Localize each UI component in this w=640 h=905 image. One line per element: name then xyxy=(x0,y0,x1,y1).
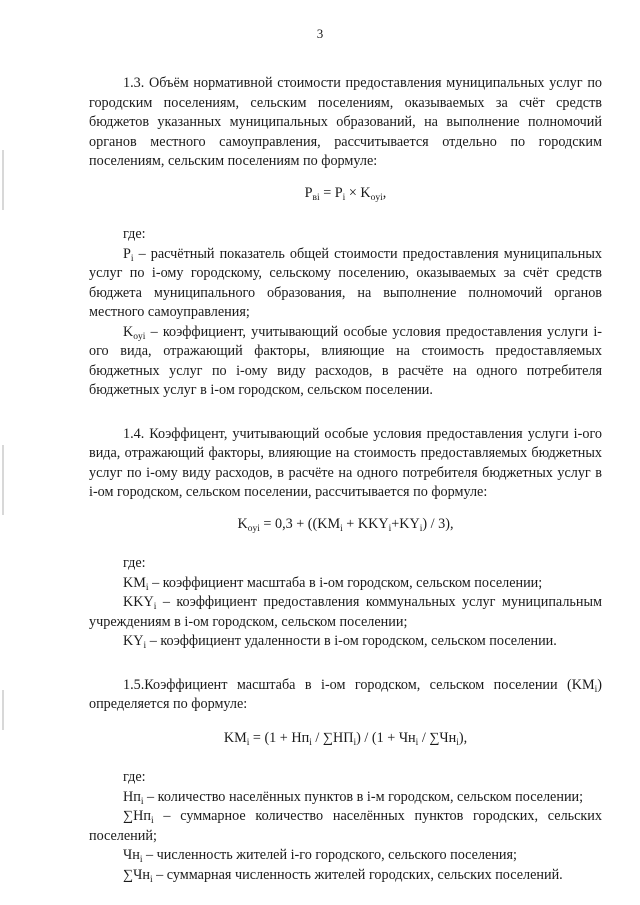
section-1-4-paragraph: 1.4. Коэффицент, учитывающий особые условия предоставления услуги i-ого вида, отражающий факторы, влияющие на стоимость предоставляемых бюджетных услуг по i-ому виду расходов, в расчёте на одного потребителя бюджетных услуг в i-ом городском, сельском поселении, рассчитывается по формуле: xyxy=(89,425,602,500)
definition-p-i: $P_i$ – расчётный показатель общей стоимости предоставления муниципальных услуг по i-ому городскому, сельскому поселению, оказываемых за счёт средств бюджета муниципального образования, на выполнение полномочий органов местного самоуправления; xyxy=(89,245,602,320)
section-1-5-paragraph: 1.5.Коэффициент масштаба в i-ом городском, сельском поселении $(KM_i)$ определяется по формуле: xyxy=(89,676,602,712)
definition-np: $Нп_i$ – количество населённых пунктов в i-м городском, сельском поселении; xyxy=(123,788,584,807)
definition-chn: $Чн_i$ – численность жителей i-го городского, сельского поселения; xyxy=(123,847,517,865)
formula-p-vi: $P_{вi} = P_i \times K_{oyi}$, xyxy=(304,184,387,203)
where-label: где: xyxy=(123,555,146,571)
definition-ky: $KY_i$ – коэффициент удаленности в i-ом городском, сельском поселении. xyxy=(123,633,557,651)
scan-margin-mark xyxy=(2,150,4,210)
page-number: 3 xyxy=(316,26,324,41)
definition-km: $KM_i$ – коэффициент масштаба в i-ом городском, сельском поселении; xyxy=(123,574,543,593)
document-body xyxy=(89,74,602,885)
section-1-3-paragraph: 1.3. Объём нормативной стоимости предоставления муниципальных услуг по городским поселениям, сельским поселениям, оказываемых за счёт средств бюджетов указанных муниципальных образований, на выполнение полномочий органов местного самоуправления, рассчитывается отдельно по городским поселениям, сельским поселениям по формуле: xyxy=(89,75,602,169)
definition-kky: $KKY_i$ – коэффициент предоставления коммунальных услуг муниципальным учреждениям в i-ом городском, сельском поселении; xyxy=(89,594,602,630)
scan-margin-mark xyxy=(2,690,4,730)
formula-km: $KM_i = (1 + Нп_i / \sum НП_i) / (1 + Чн_i / \sum Чн_i)$, xyxy=(223,729,468,748)
definition-sum-chn: $\sum Чн_i$ – суммарная численность жителей городских, сельских поселений. xyxy=(123,866,563,885)
formula-k-oyi: $K_{oyi} = 0,3 + ((KM_i + KKY_i+KY_i) / 3)$, xyxy=(237,515,454,534)
definition-sum-np: $\sum Нп_i$ – суммарное количество населённых пунктов городских, сельских поселений; xyxy=(89,808,602,844)
where-label: где: xyxy=(123,769,146,785)
where-label: где: xyxy=(123,226,146,242)
scan-margin-mark xyxy=(2,445,4,515)
definition-k-oyi: $K_{oyi}$ – коэффициент, учитывающий особые условия предоставления услуги i-ого вида, отражающий факторы, влияющие на стоимость предоставляемых бюджетных услуг по i-ому виду расходов, в расчёте на одного потребителя бюджетных услуг в i-ом городском, сельском поселении. xyxy=(89,323,602,398)
